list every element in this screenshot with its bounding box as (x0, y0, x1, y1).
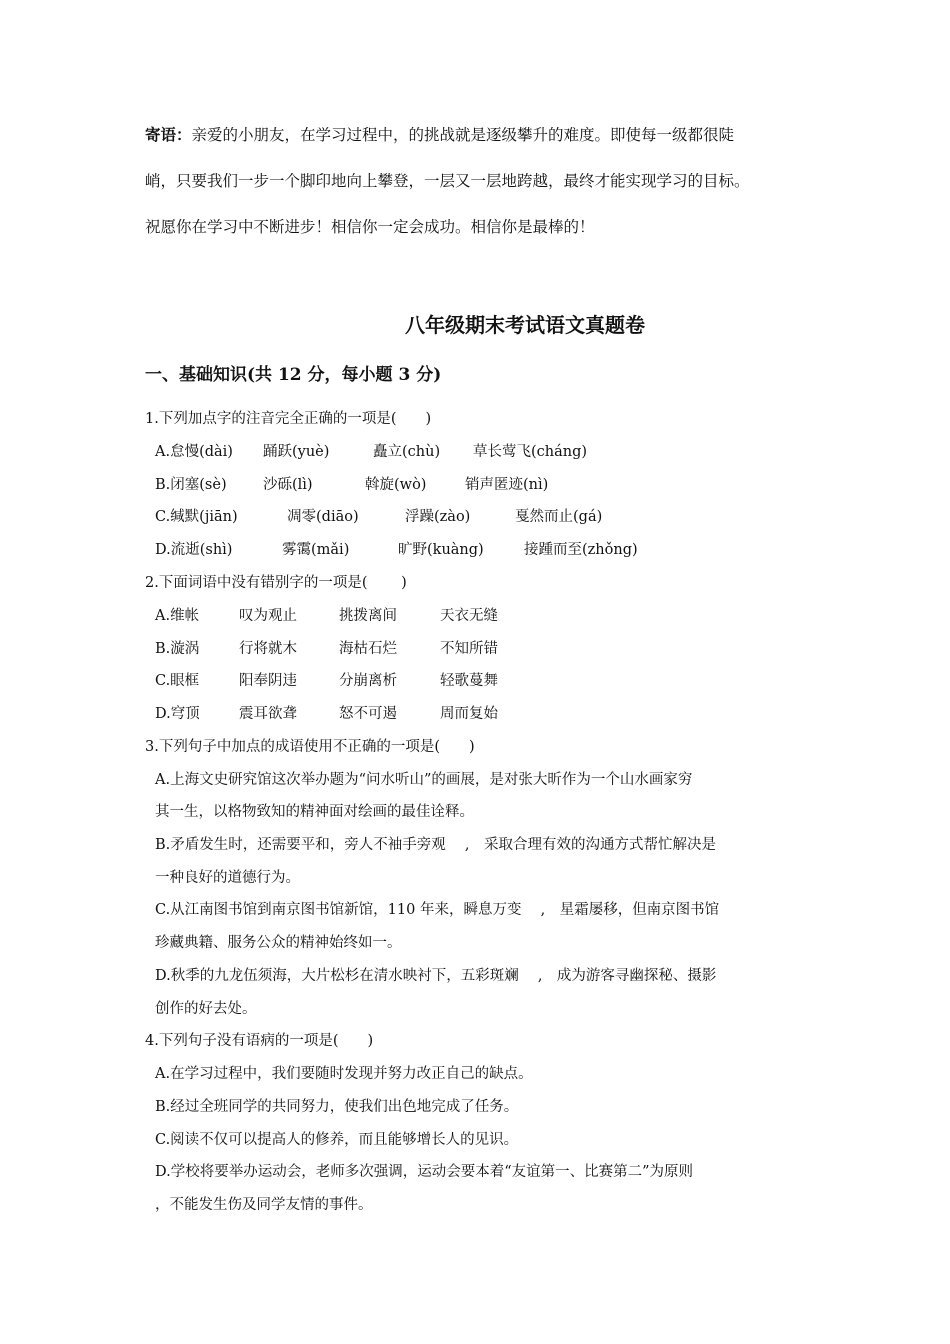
question-stem: 4.下列句子没有语病的一项是( ) (145, 1033, 374, 1050)
option-term: 雾霭(mǎi) (282, 542, 350, 559)
option-term: B.闭塞(sè) (155, 476, 227, 493)
option-term: A.怠慢(dài) (155, 444, 233, 460)
option-b (145, 829, 815, 894)
option-a (145, 600, 815, 633)
option-term: B.漩涡 (155, 640, 200, 657)
option-c (145, 501, 815, 534)
intro-line: 峭，只要我们一步一个脚印地向上攀登，一层又一层地跨越，最终才能实现学习的目标。 (145, 172, 750, 190)
question-stem: 2.下面词语中没有错别字的一项是( ) (145, 574, 407, 591)
option-term: 戛然而止(gá) (515, 509, 603, 526)
option-term: 凋零(diāo) (287, 509, 359, 526)
option-term: 旷野(kuàng) (398, 542, 484, 559)
option-line: 一种良好的道德行为。 (155, 869, 300, 886)
option-d (145, 1156, 815, 1221)
option-line: C.从江南图书馆到南京图书馆新馆，110 年来，瞬息万变 , 星霜屡移，但南京图书馆 (155, 902, 720, 919)
option-term: 沙砾(lì) (263, 476, 313, 493)
option-d (145, 960, 815, 1025)
intro-message (145, 112, 815, 250)
option-a: A.在学习过程中，我们要随时发现并努力改正自己的缺点。 (155, 1066, 533, 1083)
option-term: 浮躁(zào) (405, 509, 471, 526)
option-c (145, 894, 815, 959)
option-term: 矗立(chù) (373, 444, 441, 460)
option-line: D.秋季的九龙伍须海，大片松杉在清水映衬下，五彩斑斓 , 成为游客寻幽探秘、摄影 (155, 967, 717, 984)
option-term: A.维帐 (155, 607, 200, 624)
option-c: C.阅读不仅可以提高人的修养，而且能够增长人的见识。 (155, 1131, 519, 1148)
option-term: C.眼框 (155, 673, 200, 690)
option-term: 行将就木 (239, 640, 297, 657)
option-line: B.矛盾发生时，还需要平和，旁人不袖手旁观 , 采取合理有效的沟通方式帮忙解决是 (155, 837, 716, 854)
option-term: 分崩离析 (339, 673, 397, 690)
option-term: 叹为观止 (239, 607, 297, 624)
option-a (145, 764, 815, 829)
intro-line: 亲爱的小朋友，在学习过程中，的挑战就是逐级攀升的难度。即使每一级都很陡 (191, 126, 735, 144)
option-term: 轻歌蔓舞 (440, 673, 498, 690)
option-line: 珍藏典籍、服务公众的精神始终如一。 (155, 935, 402, 952)
option-term: 海枯石烂 (339, 640, 397, 657)
question-list (145, 403, 815, 1222)
question-stem: 1.下列加点字的注音完全正确的一项是( ) (145, 411, 432, 427)
option-term: 阳奉阴违 (239, 673, 297, 690)
intro-label: 寄语： (145, 125, 192, 144)
option-term: C.缄默(jiān) (155, 509, 238, 526)
option-term: 天衣无缝 (440, 607, 498, 624)
option-line: 创作的好去处。 (155, 1000, 257, 1017)
option-c (145, 665, 815, 698)
option-term: 震耳欲聋 (239, 705, 297, 722)
option-term: 怒不可遏 (339, 705, 397, 722)
option-term: D.穹顶 (155, 705, 200, 722)
option-term: 挑拨离间 (339, 607, 397, 624)
option-term: 草长莺飞(cháng) (473, 444, 588, 460)
option-b (145, 469, 815, 502)
question-stem: 3.下列句子中加点的成语使用不正确的一项是( ) (145, 738, 475, 755)
page-title: 八年级期末考试语文真题卷 (405, 313, 645, 337)
option-line: D.学校将要举办运动会，老师多次强调，运动会要本着“友谊第一、比赛第二”为原则 (155, 1164, 694, 1181)
option-term: D.流逝(shì) (155, 542, 233, 559)
option-a (145, 436, 815, 469)
option-term: 踊跃(yuè) (263, 444, 330, 460)
option-term: 周而复始 (440, 705, 498, 722)
option-b: B.经过全班同学的共同努力，使我们出色地完成了任务。 (155, 1098, 519, 1115)
option-term: 不知所错 (440, 640, 498, 657)
option-term: 斡旋(wò) (365, 476, 427, 493)
option-term: 接踵而至(zhǒng) (524, 542, 638, 559)
section-heading: 一、基础知识(共 12 分，每小题 3 分) (145, 365, 442, 385)
option-line: ，不能发生伤及同学友情的事件。 (155, 1197, 373, 1214)
option-line: 其一生，以格物致知的精神面对绘画的最佳诠释。 (155, 804, 474, 821)
option-d (145, 698, 815, 731)
option-d (145, 534, 815, 567)
option-line: A.上海文史研究馆这次举办题为“问水听山”的画展，是对张大昕作为一个山水画家穷 (155, 771, 693, 788)
option-b (145, 633, 815, 666)
option-term: 销声匿迹(nì) (465, 476, 549, 493)
intro-line: 祝愿你在学习中不断进步！相信你一定会成功。相信你是最棒的！ (145, 218, 595, 236)
